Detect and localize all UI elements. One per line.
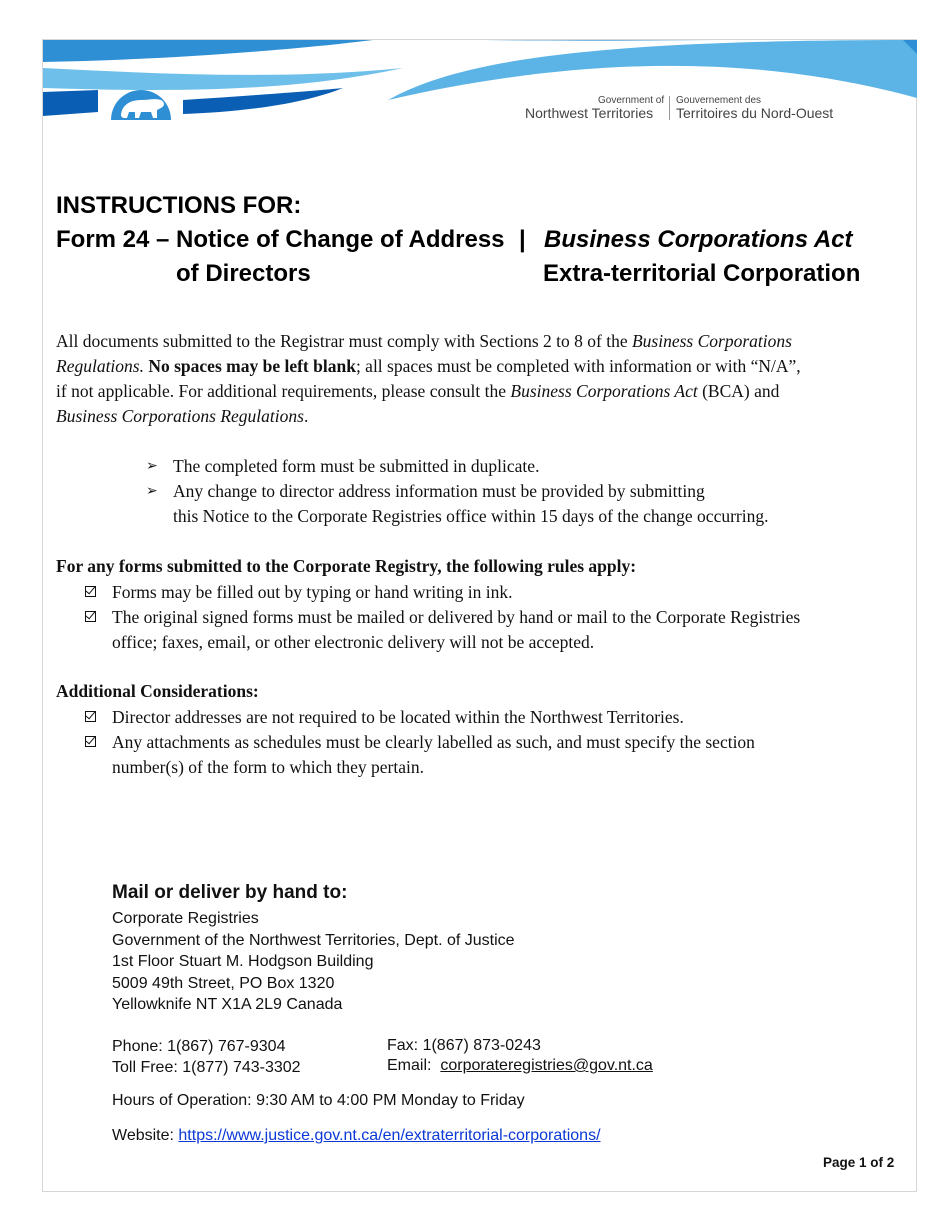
instructions-heading: INSTRUCTIONS FOR: <box>56 192 302 219</box>
gov-name-divider <box>669 96 670 120</box>
rules-checklist <box>85 580 800 655</box>
banner-wave-dark-left <box>43 90 98 116</box>
address-line: Corporate Registries <box>112 910 259 927</box>
hours-of-operation: Hours of Operation: 9:30 AM to 4:00 PM Monday to Friday <box>112 1092 525 1109</box>
email-row <box>387 1056 653 1076</box>
additional-heading: Additional Considerations: <box>56 681 259 701</box>
list-item: ➢ Any change to director address information must be provided by submitting this Notice to the Corporate Registries office within 15 days of the change occurring. <box>146 481 769 526</box>
list-item: Forms may be filled out by typing or hand writing in ink. <box>85 580 800 605</box>
list-item: The original signed forms must be mailed or delivered by hand or mail to the Corporate Registries office; faxes, email, or other electronic delivery will not be accepted. <box>85 605 800 655</box>
email-link[interactable]: corporateregistries@gov.nt.ca <box>440 1057 653 1074</box>
gov-fr-small-label: Gouvernement des <box>676 95 762 106</box>
website-link[interactable]: https://www.justice.gov.nt.ca/en/extraterritorial-corporations/ <box>178 1127 601 1144</box>
email-label: Email: <box>387 1057 432 1074</box>
list-item: Director addresses are not required to be located within the Northwest Territories. <box>85 705 755 730</box>
submission-bullets <box>146 454 769 529</box>
arrow-bullet-icon: ➢ <box>146 458 158 474</box>
checked-box-icon <box>85 711 96 722</box>
phone-block <box>112 1036 301 1078</box>
address-line: Government of the Northwest Territories, Dept. of Justice <box>112 931 515 949</box>
checked-box-icon <box>85 586 96 597</box>
corporation-type: Extra-territorial Corporation <box>543 260 861 287</box>
checked-box-icon <box>85 611 96 622</box>
gov-fr-name: Territoires du Nord-Ouest <box>676 105 834 121</box>
address-line: 1st Floor Stuart M. Hodgson Building <box>112 953 374 971</box>
title-separator: | <box>519 226 526 253</box>
arrow-bullet-icon: ➢ <box>146 483 158 499</box>
address-line: 5009 49th Street, PO Box 1320 <box>112 974 335 992</box>
address-line: Yellowknife NT X1A 2L9 Canada <box>112 996 343 1014</box>
fax-email-block <box>387 1036 653 1076</box>
mailing-address-block <box>112 882 515 1016</box>
checked-box-icon <box>85 736 96 747</box>
intro-paragraph: All documents submitted to the Registrar must comply with Sections 2 to 8 of the Business Corporations Regulations. No spaces may be left blank; all spaces must be completed with information or with “N/A”, if not applicable. For additional requirements, please consult the Business Corporations Act (BCA) and Business Corporations Regulations. <box>56 331 801 426</box>
fax-number: Fax: 1(867) 873-0243 <box>387 1037 541 1054</box>
banner-wave-mid <box>43 68 403 90</box>
gov-en-name: Northwest Territories <box>525 105 654 121</box>
form-name-line2: of Directors <box>176 260 311 287</box>
banner-wave-dark-right <box>183 88 343 114</box>
toll-free-number: Toll Free: 1(877) 743-3302 <box>112 1059 301 1076</box>
page-number: Page 1 of 2 <box>823 1155 895 1170</box>
form-name-line1: Form 24 – Notice of Change of Address <box>56 226 505 253</box>
gov-en-small-label: Government of <box>598 95 665 106</box>
list-item: ➢ The completed form must be submitted in duplicate. <box>146 454 769 479</box>
website-label: Website: <box>112 1127 179 1144</box>
website-row <box>112 1127 601 1145</box>
rules-heading: For any forms submitted to the Corporate Registry, the following rules apply: <box>56 556 637 576</box>
banner-wave-top <box>43 40 373 62</box>
list-item: Any attachments as schedules must be clearly labelled as such, and must specify the section number(s) of the form to which they pertain. <box>85 730 755 780</box>
additional-checklist <box>85 705 755 780</box>
phone-number: Phone: 1(867) 767-9304 <box>112 1038 286 1055</box>
mailing-heading: Mail or deliver by hand to: <box>112 882 348 903</box>
act-name: Business Corporations Act <box>544 226 853 253</box>
